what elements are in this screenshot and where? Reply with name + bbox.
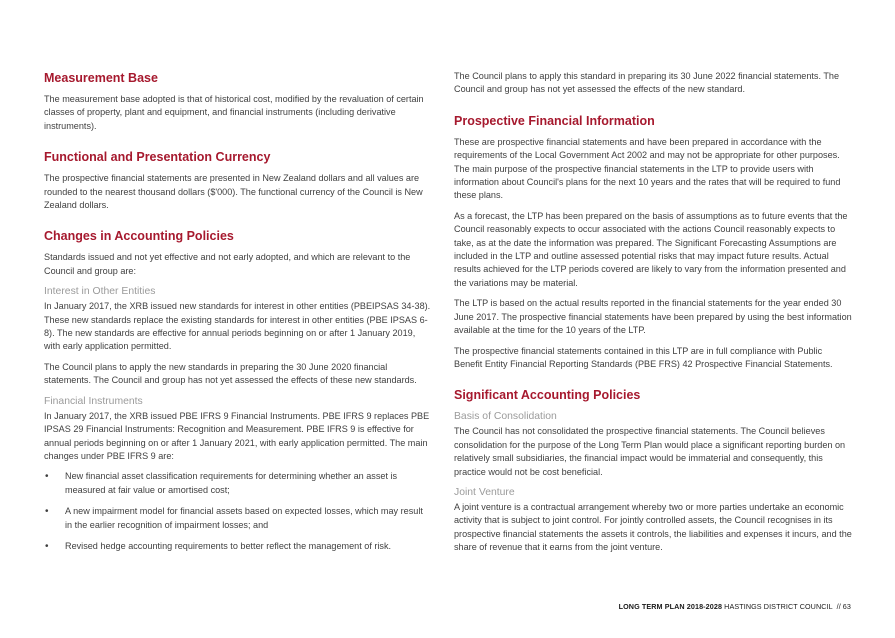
- ifrs9-changes-list: [44, 470, 432, 553]
- list-item-text: New financial asset classification requirements for determining whether an asset is measured at fair value or amortised cost;: [65, 471, 398, 495]
- right-column: [454, 70, 852, 562]
- interest-paragraph-1: In January 2017, the XRB issued new standards for interest in other entities (PBEIPSAS 34-38). These new standards replace the existing standards for interest in other entities (PBE IPSAS 6-8). The new standards are effective for annual periods beginning on or after 1 January 2019, with early application permitted.: [44, 301, 431, 352]
- list-item: [44, 540, 432, 553]
- prospective-paragraph-2: As a forecast, the LTP has been prepared on the basis of assumptions as to future events that the Council reasonably expects to occur associated with the actions Council reasonably expects to take, as at the date the information was prepared. The Significant Forecasting Assumptions are included in the LTP and outline assessed potential risks that may impact future results. Actual results achieved for the LTP periods covered are likely to vary from the information presented and the variations may be material.: [454, 210, 848, 288]
- interest-paragraph-2: The Council plans to apply the new standards in preparing the 30 June 2020 financial statements. The Council and group has not yet assessed the effects of these new standards.: [44, 361, 417, 386]
- bullet-icon: •: [45, 471, 49, 483]
- joint-venture-subheading: Joint Venture: [454, 486, 515, 498]
- consolidation-paragraph: The Council has not consolidated the prospective financial statements. The Council believes consolidation for the purpose of the Long Term Plan would place a significant reporting burden on relatively small subsidiaries, the financial impact would be immaterial and consequently, this practice would not be cost beneficial.: [454, 426, 846, 477]
- list-item-text: A new impairment model for financial assets based on expected losses, which may result in the earlier recognition of impairment losses; and: [65, 506, 423, 530]
- list-item-text: Revised hedge accounting requirements to better reflect the management of risk.: [65, 540, 392, 551]
- bullet-icon: •: [45, 540, 49, 552]
- footer-council-name: HASTINGS DISTRICT COUNCIL: [724, 602, 833, 611]
- page-number: 63: [842, 602, 851, 611]
- prospective-paragraph-4: The prospective financial statements contained in this LTP are in full compliance with Public Benefit Entity Financial Reporting Standards (PBE FRS) 42 Prospective Financial Statements.: [454, 345, 833, 369]
- prospective-paragraph-3: The LTP is based on the actual results reported in the financial statements for the year ended 30 June 2017. The prospective financial statements have been prepared by using the best information available at the time for the 10 years of the LTP.: [454, 298, 852, 336]
- significant-policies-heading: Significant Accounting Policies: [454, 388, 641, 403]
- interest-subheading: Interest in Other Entities: [44, 286, 156, 298]
- measurement-base-body: The measurement base adopted is that of historical cost, modified by the revaluation of certain classes of property, plant and equipment, and financial instruments (including derivative instruments).: [44, 94, 424, 131]
- consolidation-subheading: Basis of Consolidation: [454, 411, 557, 423]
- footer-separator: //: [836, 602, 841, 611]
- joint-venture-paragraph: A joint venture is a contractual arrangement whereby two or more parties undertake an economic activity that is subject to joint control. For jointly controlled assets, the Council recognises in its prospective financial statements the assets it controls, the liabilities and expenses it incurs, and the share of revenue that it earns from the joint venture.: [454, 501, 852, 553]
- functional-currency-body: The prospective financial statements are presented in New Zealand dollars and all values are rounded to the nearest thousand dollars ($'000). The functional currency of the Council is New Zealand dollars.: [44, 173, 423, 211]
- prospective-heading: Prospective Financial Information: [454, 113, 655, 128]
- changes-heading: Changes in Accounting Policies: [44, 229, 234, 244]
- bullet-icon: •: [45, 506, 49, 518]
- measurement-base-heading: Measurement Base: [44, 71, 158, 85]
- council-plans-paragraph: The Council plans to apply this standard in preparing its 30 June 2022 financial statements. The Council and group has not yet assessed the effects of the new standard.: [454, 71, 840, 95]
- page-footer: [619, 602, 851, 611]
- functional-currency-heading: Functional and Presentation Currency: [44, 150, 271, 165]
- list-item: [44, 470, 432, 497]
- financial-instruments-paragraph: In January 2017, the XRB issued PBE IFRS 9 Financial Instruments. PBE IFRS 9 replaces PBE IPSAS 29 Financial Instruments: Recognition and Measurement. PBE IFRS 9 is effective for annual periods beginning on or after 1 January 2021, with early application permitted. The main changes under PBE IFRS 9 are:: [44, 410, 430, 461]
- changes-intro: Standards issued and not yet effective and not early adopted, and which are relevant to the Council and group are:: [44, 252, 411, 276]
- financial-instruments-subheading: Financial Instruments: [44, 395, 143, 407]
- list-item: [44, 505, 432, 532]
- prospective-paragraph-1: These are prospective financial statements and have been prepared in accordance with the requirements of the Local Government Act 2002 and may not be appropriate for other purposes. The main purpose of the prospective financial statements in the LTP to provide users with information about Council's plans for the next 10 years and the rates that will be required to fund these plans.: [454, 136, 841, 201]
- footer-plan-title: LONG TERM PLAN 2018-2028: [618, 602, 723, 611]
- left-column: [44, 70, 432, 561]
